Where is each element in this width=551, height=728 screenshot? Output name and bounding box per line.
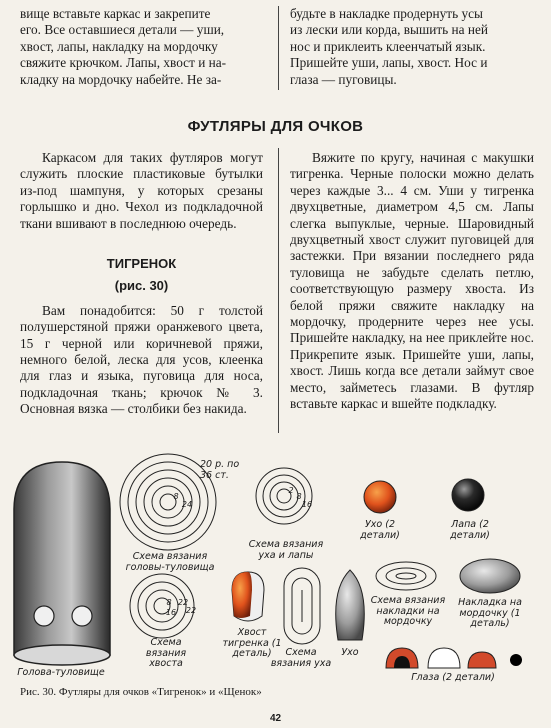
label-head-scheme: Схема вязания головы-туловища — [125, 551, 215, 573]
label-head-body: Голова-туловище — [17, 667, 105, 678]
subtitle-ref: (рис. 30) — [114, 278, 169, 294]
label-eyes: Глаза (2 детали) — [411, 672, 495, 683]
text-line: будьте в накладке продернуть усы — [290, 6, 483, 21]
section-title: ФУТЛЯРЫ ДЛЯ ОЧКОВ — [187, 118, 364, 135]
label-patch-scheme: Схема вязания накладки на мордочку — [370, 595, 446, 627]
scheme-number: 8 — [296, 492, 302, 501]
label-ear-scheme: Схема вязания уха и лапы — [248, 539, 324, 561]
left-column — [20, 150, 263, 418]
text-line: вище вставьте каркас и закрепите — [20, 6, 211, 21]
paw-drawing — [452, 479, 484, 511]
figure-30 — [0, 440, 551, 690]
label-ear: Ухо (2 детали) — [360, 519, 400, 541]
column-divider — [278, 6, 279, 90]
patch-scheme-drawing — [376, 562, 436, 590]
label-paw: Лапа (2 детали) — [450, 519, 490, 541]
ear2-drawing — [336, 570, 365, 640]
intro-paragraph: Каркасом для таких футляров могут служить плоские пластиковые бутылки из-под шампуня, у которых срезаны горлышко и дно. Чехол из подкладочной ткани вшивают в последнюю очередь. — [20, 150, 263, 231]
scheme-number: 8 — [166, 598, 172, 607]
label-tail-scheme: Схема вязания хвоста — [145, 637, 187, 669]
scheme-number: 16 — [165, 608, 177, 617]
scheme-number: 8 — [173, 492, 179, 501]
text-line: глаза — пуговицы. — [290, 71, 397, 87]
label-patch: Накладка на мордочку (1 деталь) — [458, 597, 522, 629]
scheme-number: 24 — [181, 500, 193, 509]
label-ear-side-scheme: Схема вязания уха — [270, 647, 332, 669]
label-ear2: Ухо — [341, 647, 359, 658]
scheme-number: 2 — [288, 486, 294, 495]
column-divider — [278, 148, 279, 433]
scheme-number: 22 — [177, 598, 189, 607]
text-line: хвост, лапы, накладку на мордочку — [20, 38, 218, 54]
patch-drawing — [460, 559, 520, 593]
scheme-number: 22 — [185, 606, 197, 615]
page-number: 42 — [269, 713, 282, 724]
text-line: из лески или корда, вышить на ней — [290, 22, 489, 38]
text-line: кладку на мордочку набейте. Не за- — [20, 71, 222, 87]
materials-paragraph: Вам понадобится: 50 г толстой полушерстяной пряжи оранжевого цвета, 15 г черной или коричневой пряжи, немного белой, леска для усов, клеенка для глаз и языка, пуговица для носа, подкладочная ткань; крючок № 3. Основная вязка — столбики без накида. — [20, 302, 263, 417]
eyes-drawing — [386, 648, 522, 668]
label-tail: Хвост тигренка (1 деталь) — [222, 627, 282, 659]
text-line: Пришейте уши, лапы, хвост. Нос и — [290, 55, 488, 71]
label-rows-note: 20 р. по 36 ст. — [200, 459, 240, 481]
ear-side-scheme-drawing — [284, 568, 320, 644]
scheme-number: 16 — [301, 500, 313, 509]
right-column — [290, 150, 534, 413]
subtitle: ТИГРЕНОК — [106, 256, 177, 272]
ear-drawing — [364, 481, 396, 513]
text-line: нос и приклеить клеенчатый язык. — [290, 38, 486, 54]
instructions-paragraph: Вяжите по кругу, начиная с макушки тигренка. Черные полоски можно делать через каждые 3... 4 см. Уши у тигренка двухцветные, диаметром 4,5 см. Лапы слегка выпуклые, черные. Шаровидный двухцветный хвост служит пуговицей для застежки. При вязании последнего ряда туловища не забудьте сделать петлю, соответствующую размеру хвоста. Из белой пряжи свяжите накладку на мордочку, продерните через нее усы. Пришейте накладку, на нее приклейте нос. Прикрепите язык. Пришейте уши, лапы, хвост. Лишь когда все детали займут свое место, займетесь глазами. В футляр вставьте каркас и вшейте подкладку. — [290, 150, 534, 412]
figure-caption: Рис. 30. Футляры для очков «Тигренок» и «Щенок» — [20, 686, 262, 698]
text-line: его. Все оставшиеся детали — уши, — [20, 22, 225, 38]
top-left-column — [20, 6, 263, 88]
top-right-column — [290, 6, 534, 88]
head-body-drawing — [14, 462, 110, 665]
text-line: свяжите крючком. Лапы, хвост и на- — [20, 55, 227, 71]
